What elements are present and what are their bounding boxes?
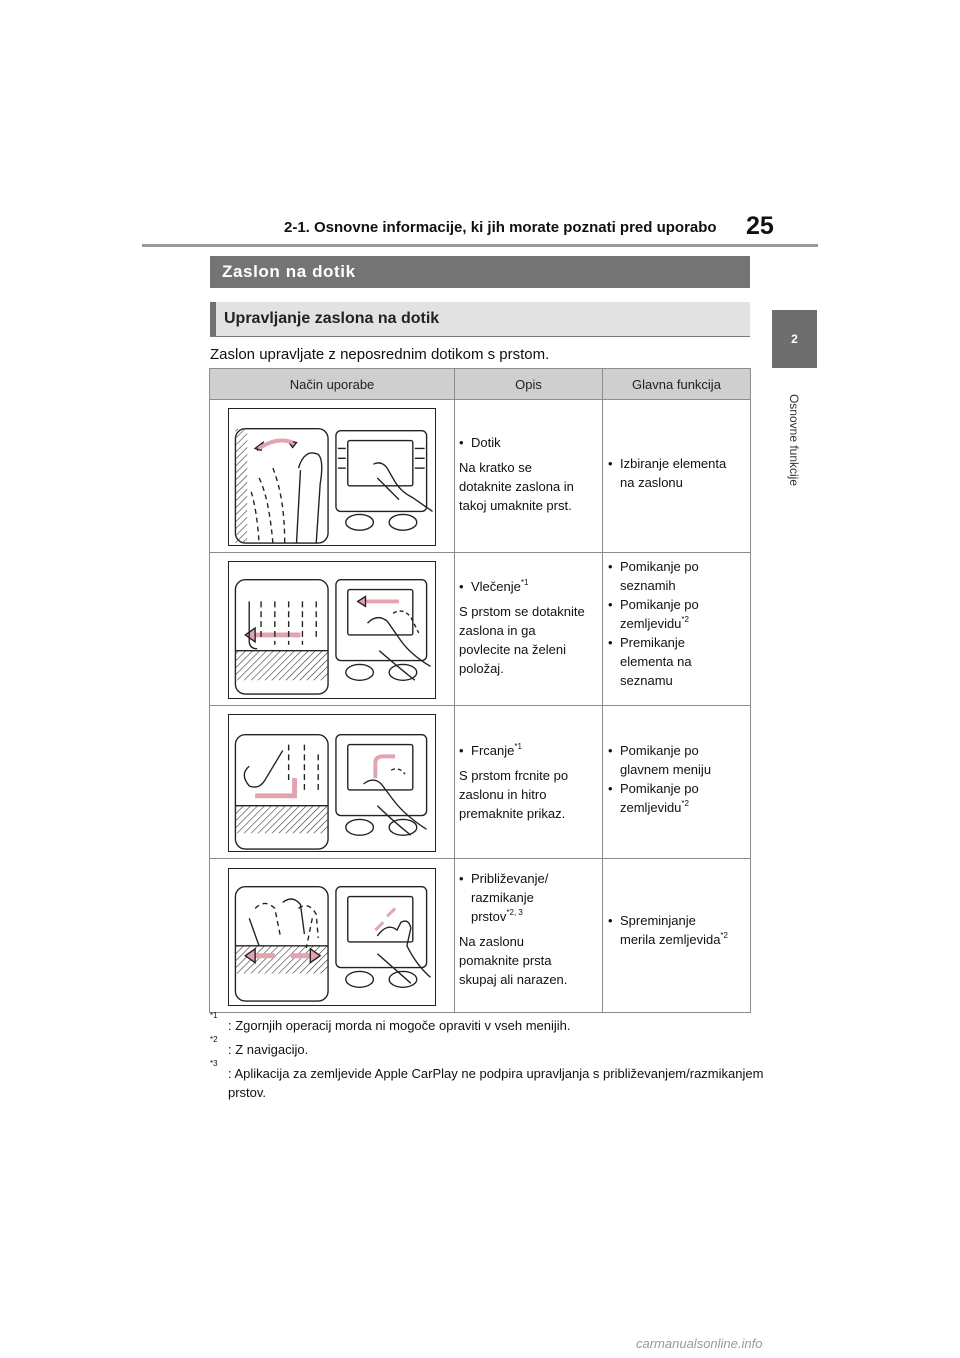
footnote-text: : Zgornjih operacij morda ni mogoče opraviti v vseh menijih.	[228, 1018, 571, 1033]
function-item	[608, 741, 746, 779]
function-line: seznamu	[620, 673, 673, 688]
chapter-side-label-text: Osnovne funkcije	[787, 393, 801, 487]
function-line: Pomikanje po	[620, 597, 699, 612]
pinch-gesture-illustration	[228, 868, 436, 1006]
table-divider	[210, 399, 750, 400]
gesture-name-text: Približevanje/	[471, 871, 549, 886]
description-line: premaknite prikaz.	[459, 806, 566, 821]
description-line: skupaj ali narazen.	[459, 972, 568, 987]
page-number: 25	[746, 212, 774, 240]
table-header-function: Glavna funkcija	[603, 369, 750, 399]
description-line: položaj.	[459, 661, 504, 676]
gesture-name-tap: • Dotik	[459, 433, 602, 452]
footnote-text: : Aplikacija za zemljevide Apple CarPlay ne podpira upravljanja s približevanjem/razmikanjem prstov.	[228, 1066, 764, 1100]
table-divider	[454, 369, 455, 1012]
gesture-name-drag	[459, 577, 602, 596]
description-line: povlecite na želeni	[459, 642, 566, 657]
description-line: zaslona in ga	[459, 623, 536, 638]
gesture-table	[209, 368, 751, 1013]
footnote-ref: *2	[681, 615, 689, 624]
function-line: Pomikanje po	[620, 781, 699, 796]
footnote-text: : Z navigacijo.	[228, 1042, 309, 1057]
footnote-ref: *2	[681, 799, 689, 808]
description-line: Na zaslonu	[459, 934, 525, 949]
description-line: Na kratko se	[459, 460, 532, 475]
footnote: *3 : Aplikacija za zemljevide Apple CarPlay ne podpira upravljanja s približevanjem/razmikanjem prstov.	[210, 1059, 764, 1100]
row-pinch-description	[459, 869, 602, 989]
footnote-ref: *1	[520, 578, 529, 587]
function-line: Spreminjanje	[620, 913, 696, 928]
description-line: takoj umaknite prst.	[459, 498, 572, 513]
table-header-description: Opis	[455, 369, 602, 399]
description-line: S prstom frcnite po	[459, 768, 569, 783]
gesture-name-text: Vlečenje	[471, 579, 521, 594]
function-line: zemljevidu	[620, 800, 682, 815]
function-line: zemljevidu	[620, 616, 682, 631]
subsection-rule	[210, 336, 750, 337]
watermark: carmanualsonline.info	[636, 1336, 763, 1351]
description-line: dotaknite zaslona in	[459, 479, 574, 494]
row-tap-description	[459, 433, 602, 515]
gesture-name-text: prstov	[471, 909, 507, 924]
function-line: Premikanje	[620, 635, 686, 650]
subsection-title-bar	[210, 302, 750, 336]
table-divider	[602, 369, 603, 1012]
subsection-accent	[210, 302, 216, 336]
header-rule	[142, 244, 818, 247]
function-line: elementa na	[620, 654, 692, 669]
function-line: seznamih	[620, 578, 676, 593]
footnote-ref: *2, 3	[506, 908, 523, 917]
description-line: pomaknite prsta	[459, 953, 552, 968]
row-drag-description	[459, 577, 602, 678]
function-line: Pomikanje po	[620, 559, 699, 574]
flick-gesture-illustration	[228, 714, 436, 852]
function-line: Pomikanje po	[620, 743, 699, 758]
function-line: glavnem meniju	[620, 762, 712, 777]
row-flick-functions	[608, 741, 746, 817]
footnote-ref: *2	[720, 931, 728, 940]
function-item	[608, 557, 746, 595]
chapter-tab: 2	[772, 310, 817, 368]
function-item	[608, 454, 746, 492]
function-line: Izbiranje elementa	[620, 456, 727, 471]
row-flick-description	[459, 741, 602, 823]
intro-text: Zaslon upravljate z neposrednim dotikom s prstom.	[210, 346, 550, 363]
footnote: *1 : Zgornjih operacij morda ni mogoče opraviti v vseh menijih.	[210, 1011, 571, 1033]
description-line: S prstom se dotaknite	[459, 604, 585, 619]
running-header: 2-1. Osnovne informacije, ki jih morate poznati pred uporabo	[284, 219, 717, 236]
gesture-name-flick	[459, 741, 602, 760]
tap-gesture-illustration	[228, 408, 436, 546]
footnotes	[210, 1011, 770, 1107]
footnote: *2 : Z navigacijo.	[210, 1035, 309, 1057]
table-divider	[210, 858, 750, 859]
gesture-name-text: razmikanje	[471, 890, 534, 905]
gesture-name-text: Frcanje	[471, 743, 515, 758]
function-item	[608, 779, 746, 817]
table-divider	[210, 552, 750, 553]
table-divider	[210, 705, 750, 706]
function-item	[608, 633, 746, 690]
subsection-title: Upravljanje zaslona na dotik	[224, 310, 440, 327]
row-pinch-functions	[608, 911, 746, 949]
description-line: zaslonu in hitro	[459, 787, 547, 802]
function-line: merila zemljevida	[620, 932, 721, 947]
section-title-bar	[210, 256, 750, 288]
footnote-ref: *1	[514, 742, 522, 751]
function-line: na zaslonu	[620, 475, 683, 490]
section-title: Zaslon na dotik	[222, 262, 356, 281]
drag-gesture-illustration	[228, 561, 436, 699]
table-header-method: Način uporabe	[210, 369, 454, 399]
row-drag-functions	[608, 557, 746, 690]
row-tap-functions	[608, 454, 746, 492]
function-item	[608, 911, 746, 949]
gesture-name-pinch	[459, 869, 602, 926]
function-item	[608, 595, 746, 633]
